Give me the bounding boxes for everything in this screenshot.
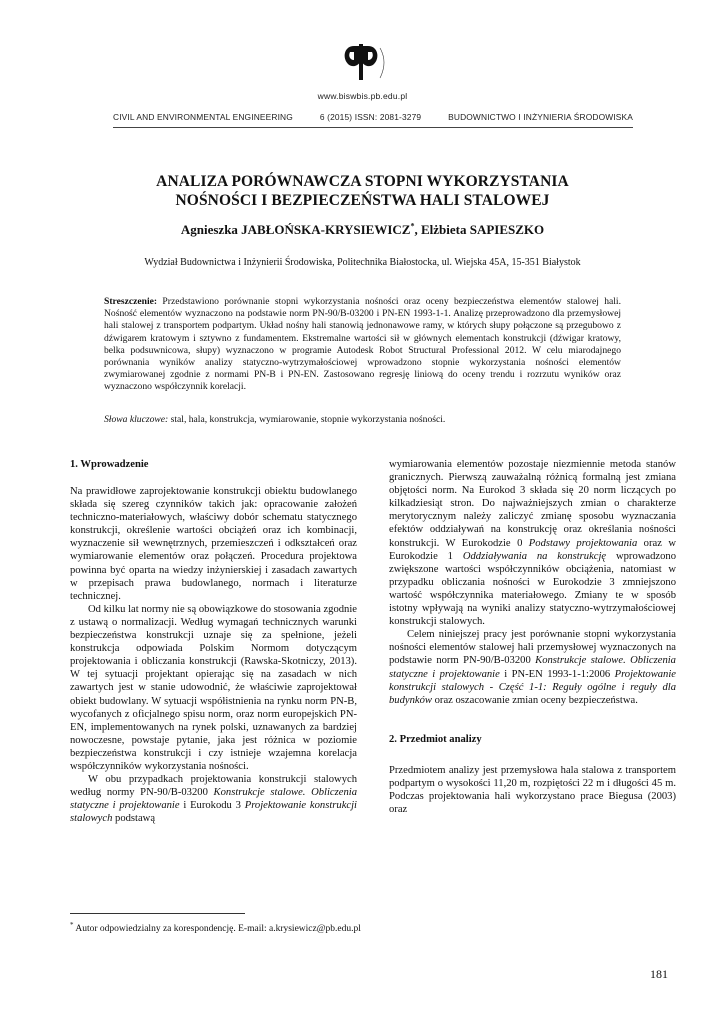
- section-1-heading: 1. Wprowadzenie: [70, 459, 149, 470]
- section-2-heading: 2. Przedmiot analizy: [389, 733, 482, 745]
- keywords-label: Słowa kluczowe:: [104, 414, 169, 425]
- authors: [60, 222, 665, 238]
- journal-url: www.biswbis.pb.edu.pl: [317, 91, 408, 101]
- author-separator: ,: [414, 222, 421, 237]
- article-title: [60, 172, 665, 210]
- keywords: [104, 414, 621, 425]
- paragraph: Przedmiotem analizy jest przemysłowa hala stalowa z transportem podpartym o wysokości 11,20 m, rozpiętości 22 m i długości 45 m. Podczas projektowania hali wykorzystano prace Biegusa (2003) oraz: [389, 764, 676, 816]
- paragraph: Od kilku lat normy nie są obowiązkowe do stosowania zgodnie z ustawą o normalizacji. Według wymagań technicznych warunki bezpieczeństwa konstrukcji uznaje się za spełnione, jeżeli konstrukcja odpowiada Polskim Normom dotyczącym projektowania i obliczania konstrukcji (Rawska-Skotniczy, 2013). W tej sytuacji projektant opierając się na zasadach w nich zawartych jest w stanie udowodnić, że właściwie zaprojektował obiekt budowlany. W sytuacji współistnienia na rynku norm PN-B, wycofanych z oficjalnego spisu norm, oraz norm europejskich PN-EN, implementowanych na rynek polski, uznawanych za bardziej nowoczesne, powstaje pytanie, jaka jest różnica w poziomie bezpieczeństwa konstrukcji i czy istnieje wzajemna korelacja współczynników wykorzystania nośności.: [70, 603, 357, 772]
- abstract-label: Streszczenie:: [104, 296, 158, 307]
- journal-header: [113, 112, 633, 122]
- paragraph: W obu przypadkach projektowania konstrukcji stalowych według normy PN-90/B-03200 Konstrukcje stalowe. Obliczenia statyczne i projektowanie i Eurokodu 3 Projektowanie konstrukcji stalowych podstawą: [70, 774, 357, 825]
- journal-name-en: CIVIL AND ENVIRONMENTAL ENGINEERING: [113, 112, 293, 122]
- abstract: [104, 296, 621, 394]
- paragraph: Celem niniejszej pracy jest porównanie stopni wykorzystania nośności elementów stalowej hali przemysłowej wyznaczonych na podstawie norm PN-90/B-03200 Konstrukcje stalowe. Obliczenia statyczne i projektowanie i PN-EN 1993-1-1:2006 Projektowanie konstrukcji stalowych - Część 1-1: Reguły ogólne i reguły dla budynków oraz oszacowanie zmian oceny bezpieczeństwa.: [389, 629, 676, 706]
- footnote-text: Autor odpowiedzialny za korespondencję. E-mail: a.krysiewicz@pb.edu.pl: [73, 924, 361, 934]
- journal-issue: 6 (2015) ISSN: 2081-3279: [319, 112, 422, 122]
- keywords-text: stal, hala, konstrukcja, wymiarowanie, stopnie wykorzystania nośności.: [168, 414, 446, 425]
- header-divider: [113, 127, 633, 128]
- title-line-2: NOŚNOŚCI I BEZPIECZEŃSTWA HALI STALOWEJ: [175, 192, 550, 209]
- paragraph: wymiarowania elementów pozostaje niezmiennie metoda stanów granicznych. Pierwszą zauważalną różnicą formalną jest zmiana objętości norm. Na Eurokod 3 składa się 20 norm liczących po kilkadziesiąt stron. Do najważniejszych zmian o charakterze merytorycznym należy zaliczyć zmianę sposobu wyznaczania efektów oddziaływań na konstrukcję oraz określania nośności konstrukcji. W Eurokodzie 0 Podstawy projektowania oraz w Eurokodzie 1 Oddziaływania na konstrukcję wprowadzono zwiększone wartości współczynników obciążenia, natomiast w przypadku obliczania nośności w Eurokodzie 3 zmniejszono wartość współczynnika materiałowego. Zmiany te w sposób istotny wpływają na wyniki analizy statyczno-wytrzymałościowej konstrukcji stalowych.: [389, 459, 676, 628]
- footnote-divider: [70, 913, 245, 914]
- corresponding-mark: *: [410, 221, 415, 231]
- abstract-text: Przedstawiono porównanie stopni wykorzystania nośności oraz oceny bezpieczeństwa elementów stalowej hali. Nośność elementów wyznaczono na podstawie norm PN-90/B-03200 i PN-EN 1993-1-1. Analizę przeprowadzono dla przemysłowej hali stalowej z transportem podpartym. Układ nośny hali stanowią jednonawowe ramy, w których słupy połączone są przegubowo z dźwigarem kratowym i sztywno z fundamentem. Ekstremalne wartości sił w głównych elementach konstrukcji (dźwigar kratowy, belka podsuwnicowa, słupy) wyznaczono w programie Autodesk Robot Structural Professional 2012. W celu miarodajnego porównania wyników analizy statyczno-wytrzymałościowej wprowadzono stopnie wykorzystania nośności elementów zwymiarowanej zgodnie z normami PN-B i PN-EN. Zastosowano regresję liniową do oceny trendu i rozrzutu wyników oraz wyznaczono współczynnik korelacji.: [104, 296, 621, 393]
- right-column: [389, 458, 676, 816]
- page-number: 181: [650, 967, 668, 981]
- paragraph: Na prawidłowe zaprojektowanie konstrukcji obiektu budowlanego składa się szereg czynników takich jak: opracowanie założeń techniczno-materiałowych, właściwy dobór schematu statycznego konstrukcji, określenie wartości obciążeń oraz ich kombinacji, wyznaczenie sił wewnętrznych, przemieszczeń i odkształceń oraz wymiarowanie elementów oraz połączeń. Procedura projektowa powinna być oparta na wiedzy inżynierskiej i zasadach zawartych w przepisach prawa budowlanego, normach i literaturze technicznej.: [70, 486, 357, 602]
- footnote: [70, 920, 361, 934]
- author-1: Agnieszka JABŁOŃSKA-KRYSIEWICZ: [180, 222, 411, 237]
- affiliation: Wydział Budownictwa i Inżynierii Środowiska, Politechnika Białostocka, ul. Wiejska 45A, 15-351 Białystok: [144, 257, 581, 268]
- university-press-logo-icon: [336, 40, 392, 86]
- title-line-1: ANALIZA PORÓWNAWCZA STOPNI WYKORZYSTANIA: [156, 173, 569, 190]
- left-column: [70, 458, 357, 825]
- author-2: Elżbieta SAPIESZKO: [420, 222, 545, 237]
- footnote-mark: *: [70, 920, 74, 929]
- journal-name-pl: BUDOWNICTWO I INŻYNIERIA ŚRODOWISKA: [448, 112, 633, 122]
